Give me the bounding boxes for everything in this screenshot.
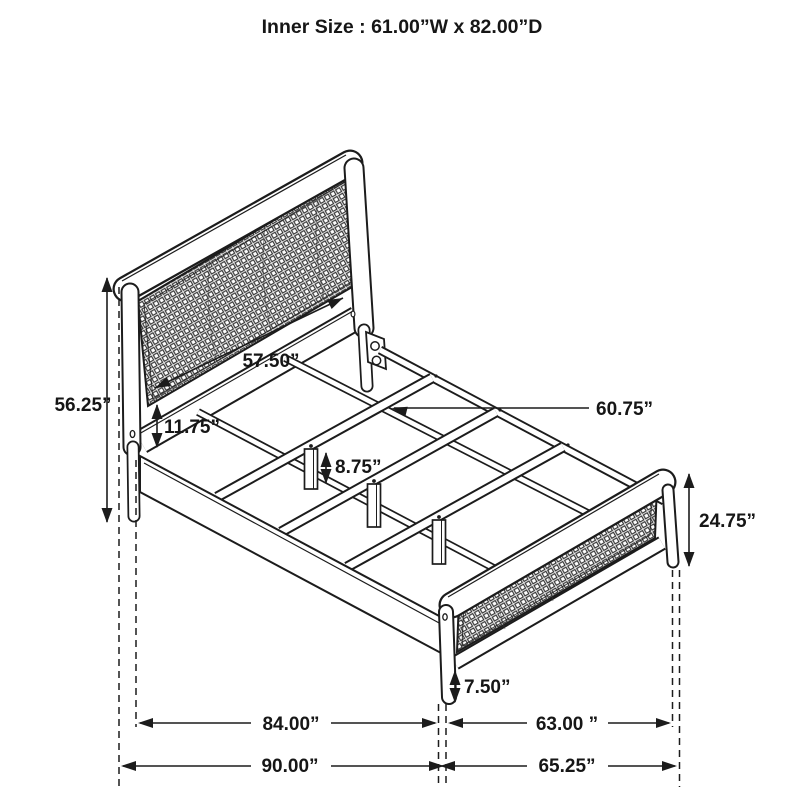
arrowhead (102, 508, 113, 523)
dim-frame-length (138, 714, 437, 735)
footboard (443, 474, 673, 697)
bracket-bolt-hole (371, 342, 379, 350)
dim-overall-depth (121, 756, 444, 777)
dim-label: 11.75” (164, 417, 220, 438)
arrowhead (684, 473, 695, 488)
dim-footboard-height (684, 473, 757, 567)
leg-peg-hole (130, 431, 135, 438)
arrowhead (440, 761, 455, 771)
arrowhead (152, 404, 163, 419)
dim-label: 84.00” (262, 714, 320, 735)
dim-label: 90.00” (261, 756, 319, 777)
page-title: Inner Size : 61.00”W x 82.00”D (261, 16, 543, 38)
dim-label: 57.50” (242, 351, 300, 372)
dim-label: 60.75” (596, 399, 654, 420)
dim-label: 56.25” (54, 395, 112, 416)
arrowhead (102, 277, 113, 292)
dim-headboard-height (54, 277, 112, 523)
arrowhead (656, 718, 671, 728)
post-peg-hole (351, 311, 355, 317)
bracket-bolt-hole (372, 356, 380, 364)
arrowhead (662, 761, 677, 771)
arrowhead (422, 718, 437, 728)
headboard-left-leg (130, 292, 135, 516)
dim-label: 24.75” (699, 511, 757, 532)
dim-overall-width (440, 756, 677, 777)
headboard-right-post (351, 168, 367, 386)
dim-support-rail-length (391, 399, 653, 420)
side-rail-front (140, 456, 441, 653)
dim-label: 63.00 ” (535, 714, 599, 735)
dim-label: 65.25” (538, 756, 596, 777)
dim-footboard-inner-width (448, 714, 671, 735)
arrowhead (448, 718, 463, 728)
arrowhead (121, 761, 136, 771)
dim-label: 7.50” (464, 677, 511, 698)
leg-peg-hole (443, 614, 447, 620)
arrowhead (684, 552, 695, 567)
arrowhead (138, 718, 153, 728)
footboard-left-leg (443, 612, 449, 697)
dim-footboard-leg-height (450, 670, 511, 703)
footboard-right-leg (668, 490, 673, 562)
arrowhead (321, 452, 332, 467)
dim-label: 8.75” (335, 457, 382, 478)
